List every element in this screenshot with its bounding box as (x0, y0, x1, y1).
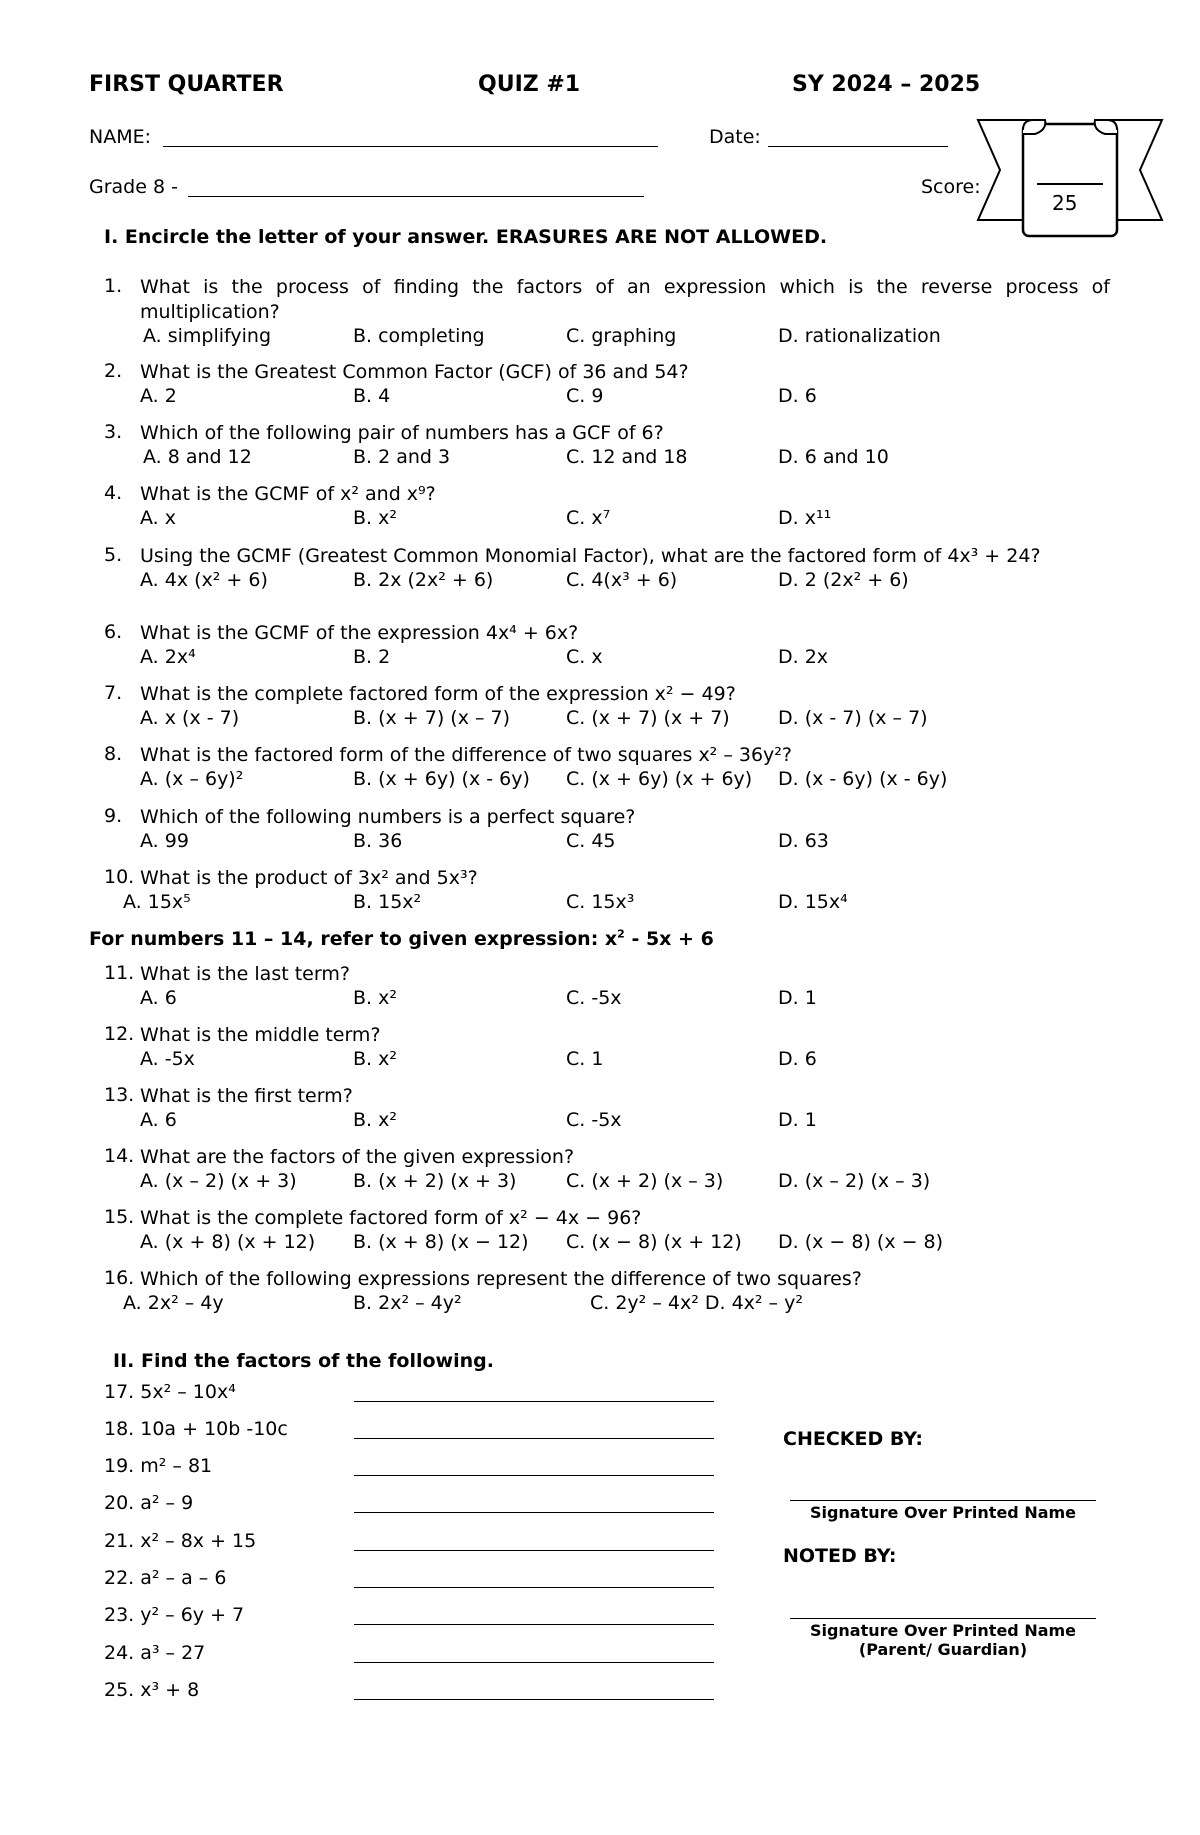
factor-item: 20. a² – 9 (104, 1492, 194, 1514)
answer-option-d[interactable]: D. 6 and 10 (778, 446, 889, 468)
answer-option-a[interactable]: A. 2 (140, 385, 177, 407)
question-item (104, 621, 1104, 644)
quarter-title: FIRST QUARTER (89, 72, 284, 97)
factor-item: 25. x³ + 8 (104, 1679, 200, 1701)
question-text: Which of the following pair of numbers has a GCF of 6? (140, 422, 664, 444)
question-text: What is the process of finding the factors of an expression which is the reverse process of multiplication? (140, 276, 1110, 323)
answer-blank[interactable] (354, 1624, 714, 1625)
question-text: What is the GCMF of the expression 4x⁴ + 6x? (140, 622, 579, 644)
question-text: What is the GCMF of x² and x⁹? (140, 483, 436, 505)
question-number: 6. (104, 621, 123, 643)
factor-item: 17. 5x² – 10x⁴ (104, 1381, 236, 1403)
question-text: What is the first term? (140, 1085, 353, 1107)
answer-option-d[interactable]: D. rationalization (778, 325, 941, 347)
question-number: 9. (104, 805, 123, 827)
answer-option-c[interactable]: C. 1 (566, 1048, 604, 1070)
answer-option-d[interactable]: D. x¹¹ (778, 507, 832, 529)
question-number: 8. (104, 743, 123, 765)
score-banner-icon (975, 116, 1165, 240)
answer-option-c[interactable]: C. -5x (566, 1109, 622, 1131)
answer-option-b[interactable]: B. 4 (353, 385, 391, 407)
question-item (104, 866, 1104, 889)
question-text: What is the middle term? (140, 1024, 381, 1046)
answer-option-b[interactable]: B. (x + 2) (x + 3) (353, 1170, 517, 1192)
answer-option-a[interactable]: A. (x + 8) (x + 12) (140, 1231, 316, 1253)
answer-option-d[interactable]: D. 6 (778, 1048, 817, 1070)
answer-option-c[interactable]: C. x (566, 646, 603, 668)
answer-blank[interactable] (354, 1512, 714, 1513)
part1-title: I. Encircle the letter of your answer. ERASURES ARE NOT ALLOWED. (104, 226, 828, 248)
score-total: 25 (1052, 191, 1078, 215)
question-text: Which of the following expressions represent the difference of two squares? (140, 1268, 862, 1290)
date-field[interactable] (768, 146, 948, 147)
answer-option-c[interactable]: C. -5x (566, 987, 622, 1009)
answer-option-c[interactable]: C. graphing (566, 325, 677, 347)
name-label: NAME: (89, 126, 152, 148)
answer-option-d[interactable]: D. 63 (778, 830, 829, 852)
question-number: 11. (104, 962, 135, 984)
answer-option-a[interactable]: A. x (x - 7) (140, 707, 240, 729)
answer-option-b[interactable]: B. (x + 6y) (x - 6y) (353, 768, 530, 790)
answer-option-b[interactable]: B. x² (353, 1048, 397, 1070)
question-item (104, 544, 1104, 567)
question-item (104, 360, 1104, 383)
question-text: What is the Greatest Common Factor (GCF) of 36 and 54? (140, 361, 689, 383)
answer-option-a[interactable]: A. 2x² – 4y (123, 1292, 224, 1314)
answer-option-c[interactable]: C. x⁷ (566, 507, 611, 529)
question-number: 4. (104, 482, 123, 504)
answer-option-b[interactable]: B. completing (353, 325, 485, 347)
question-text: What is the complete factored form of the expression x² − 49? (140, 683, 736, 705)
answer-option-d[interactable]: D. 2x (778, 646, 829, 668)
answer-option-a[interactable]: A. 2x⁴ (140, 646, 196, 668)
answer-option-d[interactable]: D. (x – 2) (x – 3) (778, 1170, 931, 1192)
question-item (104, 421, 1104, 444)
question-text: What is the complete factored form of x² − 4x − 96? (140, 1207, 642, 1229)
section-field[interactable] (188, 196, 644, 197)
question-number: 5. (104, 544, 123, 566)
question-item (104, 1267, 1104, 1290)
answer-blank[interactable] (354, 1587, 714, 1588)
question-item (104, 962, 1104, 985)
answer-blank[interactable] (354, 1699, 714, 1700)
answer-option-b[interactable]: B. 2x (2x² + 6) (353, 569, 494, 591)
question-number: 2. (104, 360, 123, 382)
answer-option-b[interactable]: B. x² (353, 1109, 397, 1131)
answer-option-a[interactable]: A. simplifying (143, 325, 272, 347)
question-number: 10. (104, 866, 135, 888)
answer-blank[interactable] (354, 1401, 714, 1402)
answer-option-c[interactable]: C. 45 (566, 830, 616, 852)
answer-option-c[interactable]: C. (x + 2) (x – 3) (566, 1170, 724, 1192)
answer-option-c[interactable]: C. (x − 8) (x + 12) (566, 1231, 742, 1253)
answer-option-b[interactable]: B. 2x² – 4y² (353, 1292, 462, 1314)
noted-by-label: NOTED BY: (783, 1545, 897, 1567)
grade-label: Grade 8 - (89, 176, 178, 198)
name-field[interactable] (163, 146, 658, 147)
answer-option-d[interactable]: D. (x - 7) (x – 7) (778, 707, 928, 729)
noted-by-signature-line[interactable] (790, 1618, 1096, 1619)
question-item (104, 275, 1110, 323)
answer-option-a[interactable]: A. (x – 2) (x + 3) (140, 1170, 297, 1192)
answer-blank[interactable] (354, 1662, 714, 1663)
factor-item: 21. x² – 8x + 15 (104, 1530, 257, 1552)
answer-blank[interactable] (354, 1438, 714, 1439)
answer-blank[interactable] (354, 1475, 714, 1476)
factor-item: 23. y² – 6y + 7 (104, 1604, 245, 1626)
answer-option-d[interactable]: D. 1 (778, 1109, 817, 1131)
question-number: 12. (104, 1023, 135, 1045)
checked-by-signature-line[interactable] (790, 1500, 1096, 1501)
question-number: 14. (104, 1145, 135, 1167)
answer-option-b[interactable]: B. 2 (353, 646, 391, 668)
answer-option-a[interactable]: A. -5x (140, 1048, 195, 1070)
answer-option-d[interactable]: D. (x - 6y) (x - 6y) (778, 768, 948, 790)
answer-option-d[interactable]: D. 2 (2x² + 6) (778, 569, 909, 591)
checked-by-label: CHECKED BY: (783, 1428, 924, 1450)
answer-option-d[interactable]: D. 15x⁴ (778, 891, 848, 913)
question-number: 15. (104, 1206, 135, 1228)
question-text: Which of the following numbers is a perfect square? (140, 806, 636, 828)
question-number: 3. (104, 421, 123, 443)
answer-option-b[interactable]: B. (x + 8) (x − 12) (353, 1231, 529, 1253)
answer-option-a[interactable]: A. 99 (140, 830, 189, 852)
question-item (104, 1023, 1104, 1046)
factor-item: 19. m² – 81 (104, 1455, 213, 1477)
answer-option-b[interactable]: B. 15x² (353, 891, 422, 913)
factor-item: 18. 10a + 10b -10c (104, 1418, 288, 1440)
answer-option-a[interactable]: A. 6 (140, 987, 177, 1009)
answer-option-c[interactable]: C. (x + 6y) (x + 6y) (566, 768, 753, 790)
noted-by-signature-subcaption: (Parent/ Guardian) (858, 1640, 1028, 1659)
factor-item: 22. a² – a – 6 (104, 1567, 227, 1589)
part2-title: II. Find the factors of the following. (113, 1350, 494, 1372)
question-item (104, 743, 1104, 766)
answer-option-c[interactable]: C. 4(x³ + 6) (566, 569, 678, 591)
answer-option-a[interactable]: A. x (140, 507, 176, 529)
question-text: What is the product of 3x² and 5x³? (140, 867, 478, 889)
noted-by-signature-caption: Signature Over Printed Name (809, 1621, 1077, 1640)
question-text: What are the factors of the given expression? (140, 1146, 575, 1168)
answer-option-b[interactable]: B. x² (353, 507, 397, 529)
answer-option-c[interactable]: C. 12 and 18 (566, 446, 688, 468)
question-number: 16. (104, 1267, 135, 1289)
answer-option-c[interactable]: C. 2y² – 4x² D. 4x² – y² (590, 1292, 803, 1314)
answer-option-d[interactable]: D. (x − 8) (x − 8) (778, 1231, 944, 1253)
question-number: 13. (104, 1084, 135, 1106)
school-year: SY 2024 – 2025 (792, 72, 981, 97)
factor-item: 24. a³ – 27 (104, 1642, 206, 1664)
date-label: Date: (709, 126, 761, 148)
question-number: 1. (104, 275, 123, 297)
question-text: Using the GCMF (Greatest Common Monomial Factor), what are the factored form of 4x³ + 24? (140, 545, 1041, 567)
answer-option-b[interactable]: B. x² (353, 987, 397, 1009)
answer-option-d[interactable]: D. 1 (778, 987, 817, 1009)
answer-option-b[interactable]: B. 36 (353, 830, 403, 852)
question-item (104, 482, 1104, 505)
question-item (104, 682, 1104, 705)
question-item (104, 805, 1104, 828)
checked-by-signature-caption: Signature Over Printed Name (809, 1503, 1077, 1522)
answer-option-a[interactable]: A. 15x⁵ (123, 891, 191, 913)
answer-option-a[interactable]: A. 8 and 12 (143, 446, 252, 468)
answer-option-d[interactable]: D. 6 (778, 385, 817, 407)
answer-option-b[interactable]: B. 2 and 3 (353, 446, 451, 468)
subsection-title: For numbers 11 – 14, refer to given expression: $x^2 - 5x + 6$ (89, 927, 714, 950)
answer-blank[interactable] (354, 1550, 714, 1551)
answer-option-a[interactable]: A. 4x (x² + 6) (140, 569, 268, 591)
question-text: What is the factored form of the difference of two squares x² – 36y²? (140, 744, 793, 766)
answer-option-c[interactable]: C. 15x³ (566, 891, 635, 913)
answer-option-c[interactable]: C. 9 (566, 385, 604, 407)
question-text: What is the last term? (140, 963, 350, 985)
score-label: Score: (921, 176, 981, 198)
quiz-title: QUIZ #1 (478, 72, 581, 97)
answer-option-a[interactable]: A. 6 (140, 1109, 177, 1131)
question-item (104, 1206, 1104, 1229)
answer-option-c[interactable]: C. (x + 7) (x + 7) (566, 707, 730, 729)
question-number: 7. (104, 682, 123, 704)
question-item (104, 1145, 1104, 1168)
answer-option-b[interactable]: B. (x + 7) (x – 7) (353, 707, 511, 729)
question-item (104, 1084, 1104, 1107)
answer-option-a[interactable]: A. (x – 6y)² (140, 768, 244, 790)
